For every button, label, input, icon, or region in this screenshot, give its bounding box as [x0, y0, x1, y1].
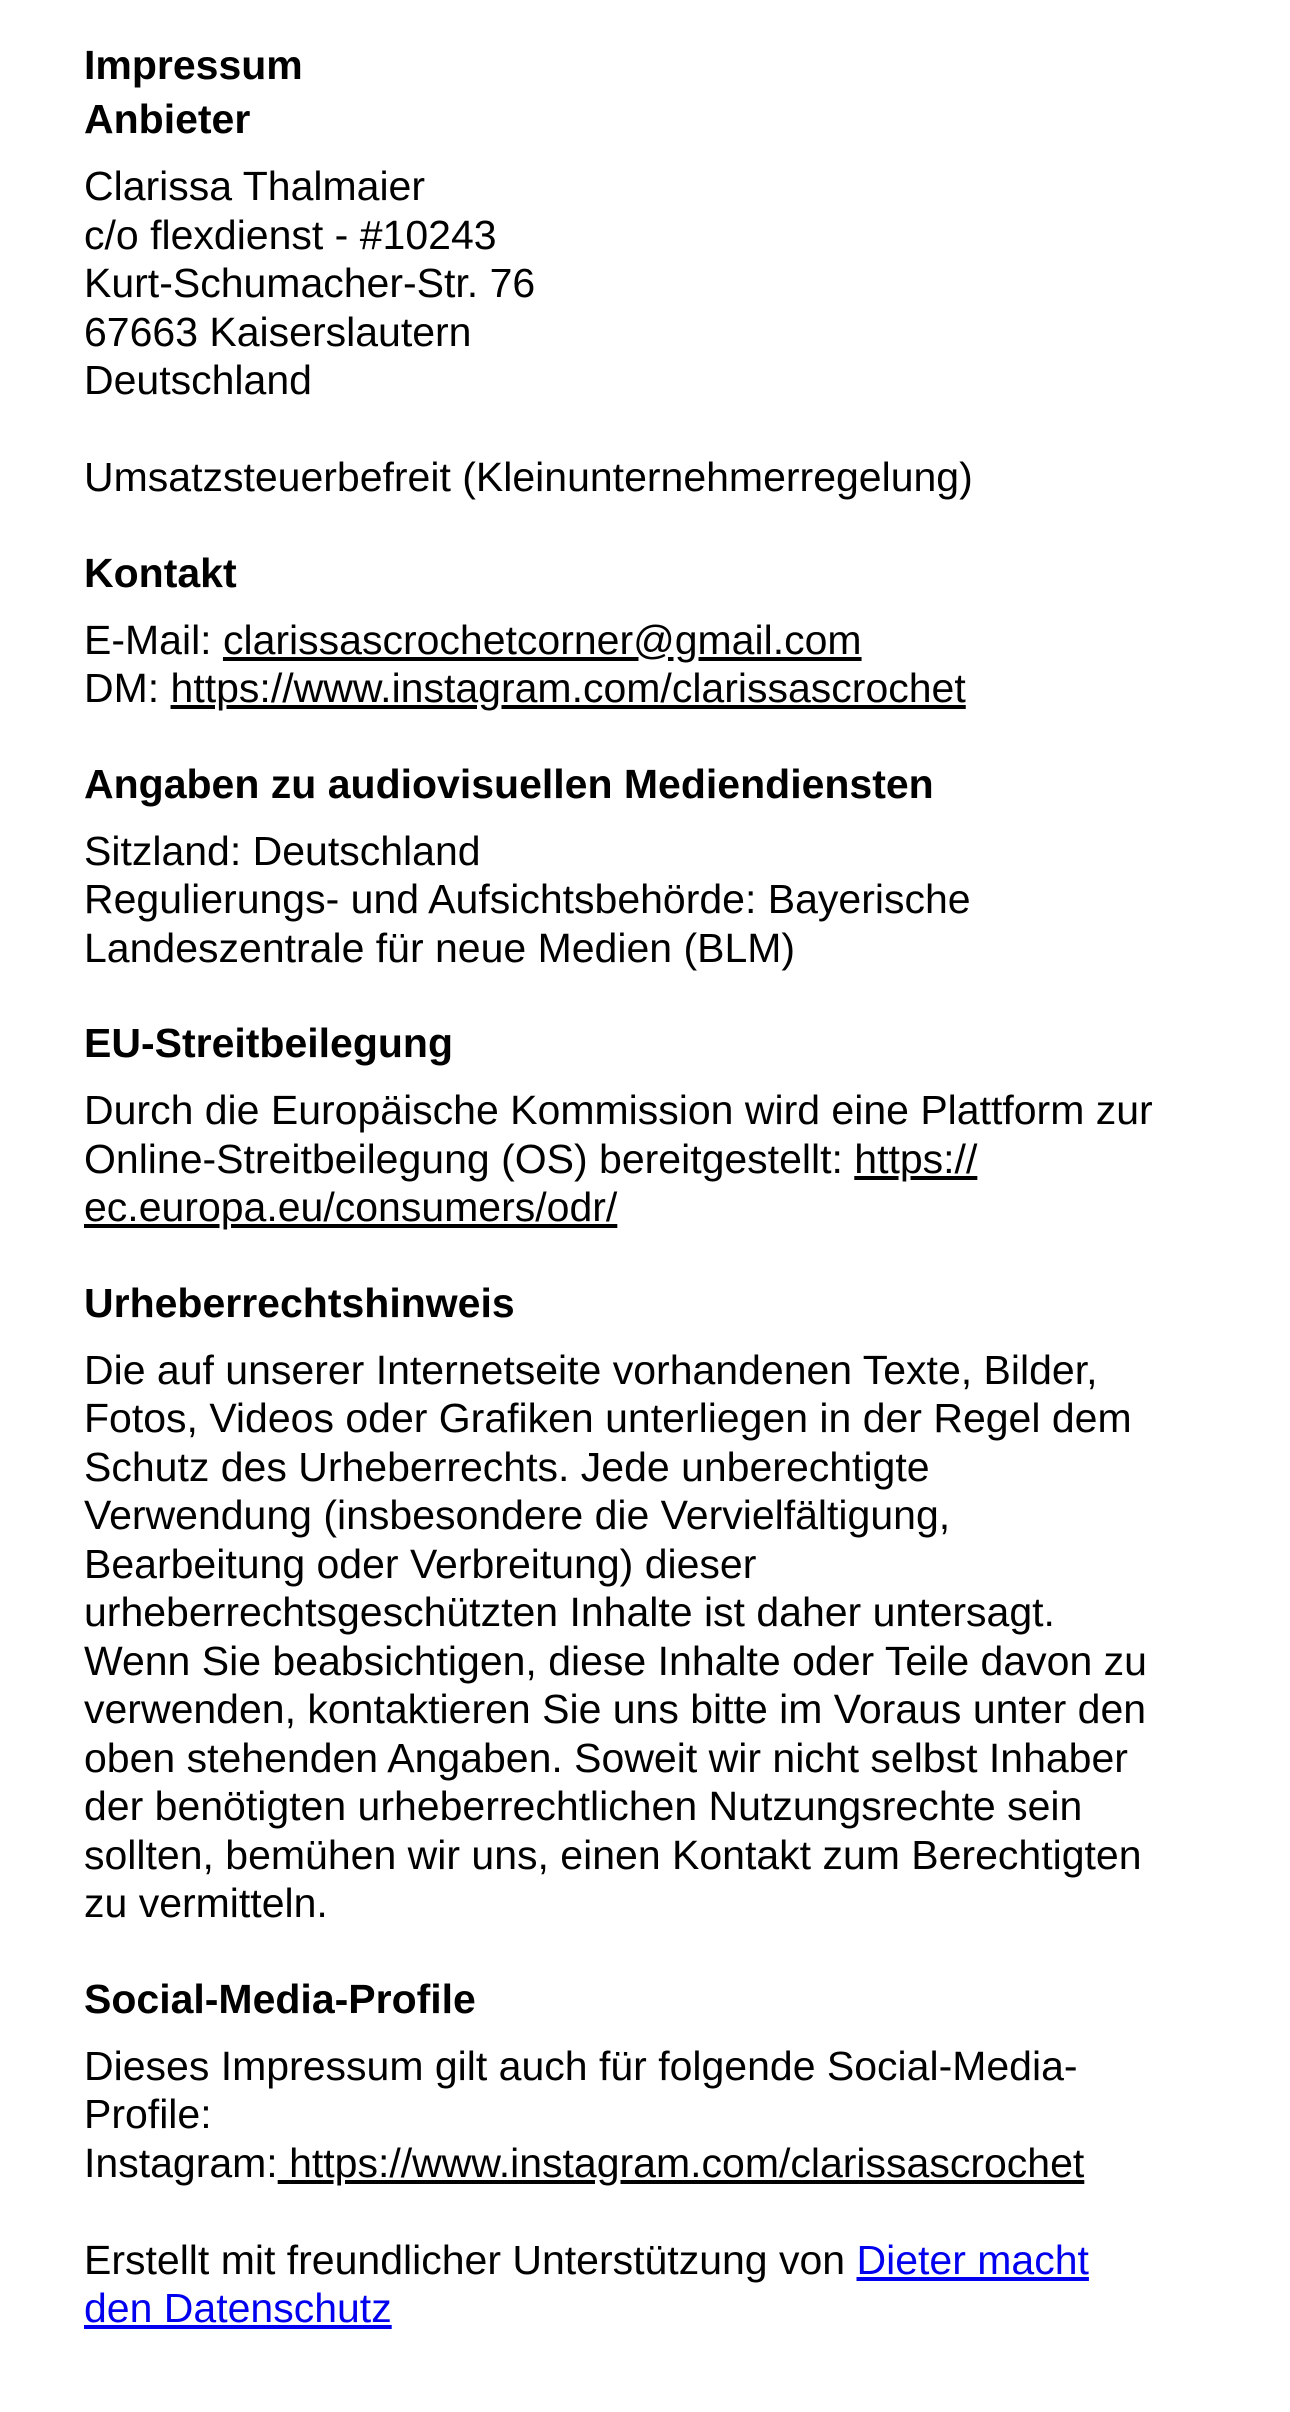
odr-link[interactable]: https:// — [854, 1135, 978, 1182]
instagram-dm-link[interactable]: https://www.instagram.com/clarissascrochet — [170, 665, 966, 711]
copyright-line: Bearbeitung oder Verbreitung) dieser — [84, 1540, 757, 1587]
instagram-profile-link[interactable]: https://www.instagram.com/clarissascrochet — [277, 2139, 1085, 2186]
social-heading: Social-Media-Profile — [84, 1975, 476, 2022]
copyright-line: Fotos, Videos oder Grafiken unterliegen in der Regel dem — [84, 1395, 1132, 1441]
email-link[interactable]: clarissascrochetcorner@gmail.com — [222, 616, 862, 663]
footer-credit — [84, 2236, 1206, 2333]
eu-section — [84, 1086, 1206, 1232]
media-country: Sitzland: Deutschland — [84, 827, 481, 874]
instagram-label: Instagram: — [84, 2139, 278, 2186]
copyright-line: verwenden, kontaktieren Sie uns bitte im Voraus unter den — [84, 1686, 1147, 1732]
copyright-heading: Urheberrechtshinweis — [84, 1279, 515, 1326]
address-line: Clarissa Thalmaier — [84, 163, 426, 209]
copyright-section — [84, 1346, 1206, 1928]
copyright-line: urheberrechtsgeschützten Inhalte ist daher untersagt. — [84, 1589, 1055, 1635]
eu-text — [84, 1086, 1206, 1232]
copyright-line: sollten, bemühen wir uns, einen Kontakt zum Berechtigten — [84, 1831, 1142, 1878]
social-intro — [84, 2042, 1206, 2139]
vat-note: Umsatzsteuerbefreit (Kleinunternehmerregelung) — [84, 454, 973, 500]
copyright-line: oben stehenden Angaben. Soweit wir nicht selbst Inhaber — [84, 1734, 1128, 1781]
eu-heading: EU-Streitbeilegung — [84, 1020, 454, 1066]
address-line: 67663 Kaiserslautern — [84, 308, 472, 355]
page-title: Impressum — [84, 42, 303, 88]
eu-text-line: Online-Streitbeilegung (OS) bereitgestellt: — [84, 1135, 855, 1182]
copyright-line: Verwendung (insbesondere die Vervielfältigung, — [84, 1492, 951, 1538]
email-line — [84, 616, 1206, 665]
copyright-line: Wenn Sie beabsichtigen, diese Inhalte oder Teile davon zu — [84, 1637, 1147, 1684]
email-label: E-Mail: — [84, 616, 223, 663]
copyright-text — [84, 1346, 1206, 1928]
datenschutz-link[interactable]: den Datenschutz — [84, 2285, 392, 2331]
anbieter-heading: Anbieter — [84, 96, 251, 142]
address-line: Deutschland — [84, 357, 312, 403]
media-section — [84, 827, 1206, 973]
social-intro-line: Profile: — [84, 2091, 212, 2137]
authority-line: Regulierungs- und Aufsichtsbehörde: Bayerische — [84, 876, 971, 922]
instagram-line — [84, 2139, 1206, 2188]
copyright-line: Schutz des Urheberrechts. Jede unberechtigte — [84, 1443, 930, 1490]
eu-text-line — [84, 1135, 1206, 1184]
odr-link[interactable]: ec.europa.eu/consumers/odr/ — [84, 1184, 618, 1230]
footer-line — [84, 2236, 1206, 2285]
kontakt-heading: Kontakt — [84, 549, 237, 596]
media-authority — [84, 875, 1206, 972]
copyright-line: zu vermitteln. — [84, 1880, 328, 1926]
kontakt-section — [84, 616, 1206, 713]
footer-text: Erstellt mit freundlicher Unterstützung von — [84, 2236, 857, 2283]
address-line: c/o flexdienst - #10243 — [84, 211, 497, 258]
copyright-line: der benötigten urheberrechtlichen Nutzungsrechte sein — [84, 1783, 1083, 1829]
datenschutz-link[interactable]: Dieter macht — [856, 2236, 1089, 2283]
copyright-line: Die auf unserer Internetseite vorhandenen Texte, Bilder, — [84, 1346, 1098, 1393]
eu-text-line: Durch die Europäische Kommission wird eine Plattform zur — [84, 1087, 1153, 1133]
dm-line — [84, 664, 1206, 713]
media-heading: Angaben zu audiovisuellen Mediendiensten — [84, 760, 934, 807]
dm-label: DM: — [84, 665, 171, 711]
address-line: Kurt-Schumacher-Str. 76 — [84, 260, 536, 306]
anbieter-address — [84, 162, 1206, 405]
anbieter-section — [84, 162, 1206, 502]
social-intro-line: Dieses Impressum gilt auch für folgende Social-Media- — [84, 2042, 1078, 2089]
authority-line: Landeszentrale für neue Medien (BLM) — [84, 924, 796, 971]
social-section — [84, 2042, 1206, 2333]
